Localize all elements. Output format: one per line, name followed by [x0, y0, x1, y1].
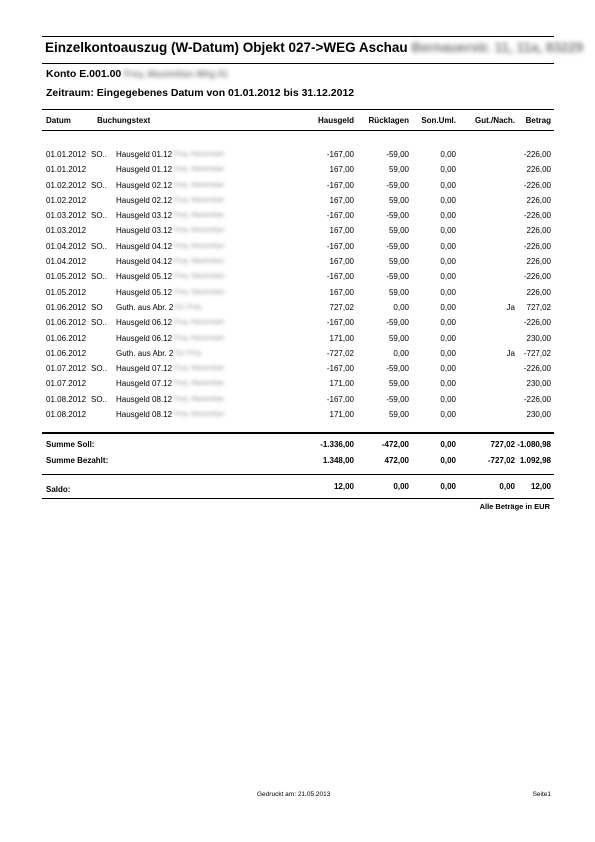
row-sonuml: 0,00: [440, 226, 456, 236]
row-hausgeld: -727,02: [326, 348, 354, 358]
row-hausgeld: 171,00: [329, 379, 354, 389]
printed-date: Gedruckt am: 21.05.2013: [257, 791, 331, 798]
row-betrag: -226,00: [523, 211, 551, 221]
sum-soll-gutnach: 727,02: [490, 440, 515, 449]
row-text: Guth. aus Abr. 2: [116, 302, 174, 312]
row-redacted-name: Frey, Maximilian: [174, 242, 225, 250]
col-header-sonuml: Son.Uml.: [421, 116, 456, 125]
saldo-sonuml: 0,00: [440, 482, 456, 491]
table-row: [0, 334, 595, 349]
row-ruecklagen: -59,00: [386, 150, 409, 159]
col-header-buchungstext: Buchungstext: [97, 116, 151, 125]
table-row: [0, 226, 595, 241]
table-row: [0, 410, 595, 425]
saldo-bottom-rule: [42, 498, 554, 499]
col-header-datum: Datum: [46, 116, 71, 125]
row-text: Hausgeld 08.12: [116, 410, 173, 420]
row-sonuml: 0,00: [440, 318, 456, 328]
row-date: 01.07.2012: [46, 379, 87, 389]
row-betrag: 230,00: [526, 410, 551, 420]
row-code: SO..: [91, 150, 108, 159]
sum-bezahlt-ruecklagen: 472,00: [384, 456, 409, 465]
col-header-ruecklagen: Rücklagen: [368, 116, 409, 125]
row-text: Hausgeld 02.12: [116, 195, 173, 205]
sum-bezahlt-gutnach: -727,02: [487, 456, 515, 465]
row-date: 01.05.2012: [46, 272, 87, 282]
row-date: 01.03.2012: [46, 226, 87, 236]
row-date: 01.01.2012: [46, 165, 87, 175]
table-row: [0, 395, 595, 410]
row-code: SO..: [91, 180, 108, 190]
table-row: [0, 364, 595, 379]
row-betrag: 727,02: [526, 302, 551, 312]
row-text: Hausgeld 02.12: [116, 180, 173, 190]
row-redacted-name: Frey, Maximilian: [174, 227, 225, 235]
row-betrag: -226,00: [523, 180, 551, 190]
sum-soll-hausgeld: -1.336,00: [320, 440, 354, 449]
table-row: [0, 165, 595, 180]
header-bottom-rule: [42, 130, 554, 131]
col-header-hausgeld: Hausgeld: [317, 116, 354, 125]
sum-soll-betrag: -1.080,98: [517, 440, 551, 449]
row-hausgeld: 167,00: [329, 226, 354, 236]
row-betrag: 226,00: [526, 226, 551, 236]
table-row: [0, 379, 595, 394]
row-date: 01.06.2012: [46, 333, 87, 343]
row-code: SO..: [91, 318, 108, 328]
row-ruecklagen: 59,00: [388, 226, 409, 236]
row-ruecklagen: 0,00: [393, 348, 409, 358]
row-betrag: -226,00: [523, 150, 551, 159]
row-code: SO..: [91, 211, 108, 221]
row-text: Hausgeld 06.12: [116, 333, 173, 343]
row-redacted-name: Frey, Maximilian: [174, 151, 225, 158]
row-redacted-name: Frey, Maximilian: [174, 212, 225, 220]
redacted-address: Bernauerstr. 11, 11a, 83229: [411, 40, 584, 55]
row-date: 01.06.2012: [46, 348, 87, 358]
row-ruecklagen: 0,00: [393, 302, 409, 312]
header-top-rule: [42, 109, 554, 110]
table-row: [0, 150, 595, 165]
row-redacted-name: Frey, Maximilian: [174, 166, 225, 174]
row-hausgeld: 727,02: [329, 302, 354, 312]
row-redacted-name: Frey, Maximilian: [174, 411, 225, 419]
row-hausgeld: 167,00: [329, 195, 354, 205]
row-text: Hausgeld 04.12: [116, 257, 173, 267]
saldo-label: Saldo:: [46, 485, 71, 494]
row-hausgeld: -167,00: [326, 241, 354, 251]
title-text: Einzelkontoauszug (W-Datum) Objekt 027->WEG Aschau: [45, 40, 408, 55]
row-hausgeld: 171,00: [329, 333, 354, 343]
row-ruecklagen: -59,00: [386, 211, 409, 221]
totals-rule: [42, 432, 554, 434]
row-ruecklagen: 59,00: [388, 379, 409, 389]
row-date: 01.08.2012: [46, 410, 87, 420]
row-sonuml: 0,00: [440, 195, 456, 205]
account-line: [46, 68, 228, 80]
row-sonuml: 0,00: [440, 333, 456, 343]
sum-bezahlt-sonuml: 0,00: [440, 456, 456, 465]
saldo-betrag: 12,00: [530, 482, 551, 491]
row-sonuml: 0,00: [440, 272, 456, 282]
row-text: Hausgeld 01.12: [116, 165, 173, 175]
row-date: 01.06.2012: [46, 318, 87, 328]
row-betrag: 226,00: [526, 195, 551, 205]
row-date: 01.06.2012: [46, 302, 87, 312]
row-sonuml: 0,00: [440, 410, 456, 420]
row-redacted-name: Frey, Maximilian: [174, 380, 225, 388]
row-code: SO: [91, 302, 103, 312]
row-ruecklagen: 59,00: [388, 410, 409, 420]
row-betrag: 226,00: [526, 287, 551, 297]
row-redacted-name: 011 Frey,: [174, 349, 203, 357]
row-ruecklagen: -59,00: [386, 272, 409, 282]
row-sonuml: 0,00: [440, 394, 456, 404]
period-line: Zeitraum: Eingegebenes Datum von 01.01.2012 bis 31.12.2012: [46, 87, 355, 99]
row-text: Hausgeld 08.12: [116, 394, 173, 404]
row-redacted-name: 011 Frey,: [174, 303, 203, 311]
row-ruecklagen: -59,00: [386, 394, 409, 404]
row-sonuml: 0,00: [440, 211, 456, 221]
table-row: [0, 181, 595, 196]
table-row: [0, 211, 595, 226]
row-hausgeld: 167,00: [329, 287, 354, 297]
row-hausgeld: -167,00: [326, 211, 354, 221]
row-code: SO..: [91, 241, 108, 251]
saldo-gutnach: 0,00: [499, 482, 515, 491]
saldo-hausgeld: 12,00: [333, 482, 354, 491]
row-betrag: -226,00: [523, 241, 551, 251]
document-title: [45, 40, 583, 55]
saldo-ruecklagen: 0,00: [393, 482, 409, 491]
title-rule: [42, 63, 554, 64]
booking-table: [0, 150, 595, 425]
row-date: 01.02.2012: [46, 180, 87, 190]
row-redacted-name: Frey, Maximilian: [174, 196, 225, 204]
row-date: 01.04.2012: [46, 257, 87, 267]
row-redacted-name: Frey, Maximilian: [174, 258, 225, 266]
row-betrag: -226,00: [523, 318, 551, 328]
row-hausgeld: -167,00: [326, 364, 354, 374]
row-betrag: 230,00: [526, 379, 551, 389]
row-sonuml: 0,00: [440, 364, 456, 374]
row-hausgeld: 167,00: [329, 165, 354, 175]
row-date: 01.04.2012: [46, 241, 87, 251]
row-text: Hausgeld 03.12: [116, 226, 173, 236]
sum-bezahlt-hausgeld: 1.348,00: [322, 456, 354, 465]
row-text: Hausgeld 04.12: [116, 241, 173, 251]
row-date: 01.07.2012: [46, 364, 87, 374]
row-ruecklagen: -59,00: [386, 364, 409, 374]
row-ruecklagen: 59,00: [388, 333, 409, 343]
row-ruecklagen: 59,00: [388, 257, 409, 267]
row-ruecklagen: -59,00: [386, 318, 409, 328]
row-text: Hausgeld 06.12: [116, 318, 173, 328]
row-code: SO..: [91, 272, 108, 282]
row-code: SO..: [91, 394, 108, 404]
row-redacted-name: Frey, Maximilian: [174, 334, 225, 342]
row-sonuml: 0,00: [440, 257, 456, 267]
top-rule: [42, 36, 554, 37]
row-redacted-name: Frey, Maximilian: [174, 273, 225, 281]
redacted-owner: Frey, Maximilian Whg 01: [124, 69, 229, 79]
sum-bezahlt-label: Summe Bezahlt:: [46, 456, 109, 465]
row-betrag: -226,00: [523, 364, 551, 374]
row-sonuml: 0,00: [440, 180, 456, 190]
table-row: [0, 242, 595, 257]
row-text: Hausgeld 01.12: [116, 150, 173, 159]
row-text: Hausgeld 07.12: [116, 379, 173, 389]
row-sonuml: 0,00: [440, 241, 456, 251]
sum-soll-ruecklagen: -472,00: [381, 440, 409, 449]
row-hausgeld: -167,00: [326, 180, 354, 190]
row-betrag: 230,00: [526, 333, 551, 343]
row-date: 01.03.2012: [46, 211, 87, 221]
page-number: Seite1: [532, 791, 551, 798]
row-hausgeld: -167,00: [326, 318, 354, 328]
table-row: [0, 196, 595, 211]
row-betrag: -727,02: [523, 348, 551, 358]
row-betrag: -226,00: [523, 394, 551, 404]
row-date: 01.02.2012: [46, 195, 87, 205]
sum-soll-sonuml: 0,00: [440, 440, 456, 449]
table-row: [0, 303, 595, 318]
row-redacted-name: Frey, Maximilian: [174, 395, 225, 403]
row-redacted-name: Frey, Maximilian: [174, 365, 225, 373]
row-sonuml: 0,00: [440, 348, 456, 358]
row-ruecklagen: -59,00: [386, 241, 409, 251]
row-sonuml: 0,00: [440, 150, 456, 159]
row-sonuml: 0,00: [440, 379, 456, 389]
table-row: [0, 272, 595, 287]
row-hausgeld: -167,00: [326, 150, 354, 159]
table-row: [0, 257, 595, 272]
table-row: [0, 288, 595, 303]
account-label: Konto E.001.00: [46, 68, 122, 80]
sum-soll-label: Summe Soll:: [46, 440, 95, 449]
row-redacted-name: Frey, Maximilian: [174, 288, 225, 296]
row-ruecklagen: 59,00: [388, 287, 409, 297]
row-sonuml: 0,00: [440, 287, 456, 297]
table-row: [0, 349, 595, 364]
row-redacted-name: Frey, Maximilian: [174, 181, 225, 189]
row-text: Hausgeld 03.12: [116, 211, 173, 221]
row-date: 01.01.2012: [46, 150, 87, 159]
row-text: Hausgeld 05.12: [116, 287, 173, 297]
table-row: [0, 318, 595, 333]
row-ruecklagen: -59,00: [386, 180, 409, 190]
currency-note: Alle Beträge in EUR: [479, 502, 550, 511]
row-text: Hausgeld 05.12: [116, 272, 173, 282]
row-ruecklagen: 59,00: [388, 195, 409, 205]
row-gutnach: Ja: [506, 348, 515, 358]
row-hausgeld: -167,00: [326, 272, 354, 282]
row-text: Hausgeld 07.12: [116, 364, 173, 374]
row-sonuml: 0,00: [440, 302, 456, 312]
row-gutnach: Ja: [506, 302, 515, 312]
row-betrag: 226,00: [526, 165, 551, 175]
row-ruecklagen: 59,00: [388, 165, 409, 175]
col-header-gutnach: Gut./Nach.: [474, 116, 515, 125]
row-redacted-name: Frey, Maximilian: [174, 319, 225, 327]
saldo-top-rule: [42, 474, 554, 475]
sum-bezahlt-betrag: 1.092,98: [519, 456, 551, 465]
row-date: 01.05.2012: [46, 287, 87, 297]
row-sonuml: 0,00: [440, 165, 456, 175]
row-code: SO..: [91, 364, 108, 374]
row-hausgeld: -167,00: [326, 394, 354, 404]
row-betrag: -226,00: [523, 272, 551, 282]
col-header-betrag: Betrag: [525, 116, 551, 125]
row-hausgeld: 171,00: [329, 410, 354, 420]
row-date: 01.08.2012: [46, 394, 87, 404]
row-text: Guth. aus Abr. 2: [116, 348, 174, 358]
row-betrag: 226,00: [526, 257, 551, 267]
row-hausgeld: 167,00: [329, 257, 354, 267]
